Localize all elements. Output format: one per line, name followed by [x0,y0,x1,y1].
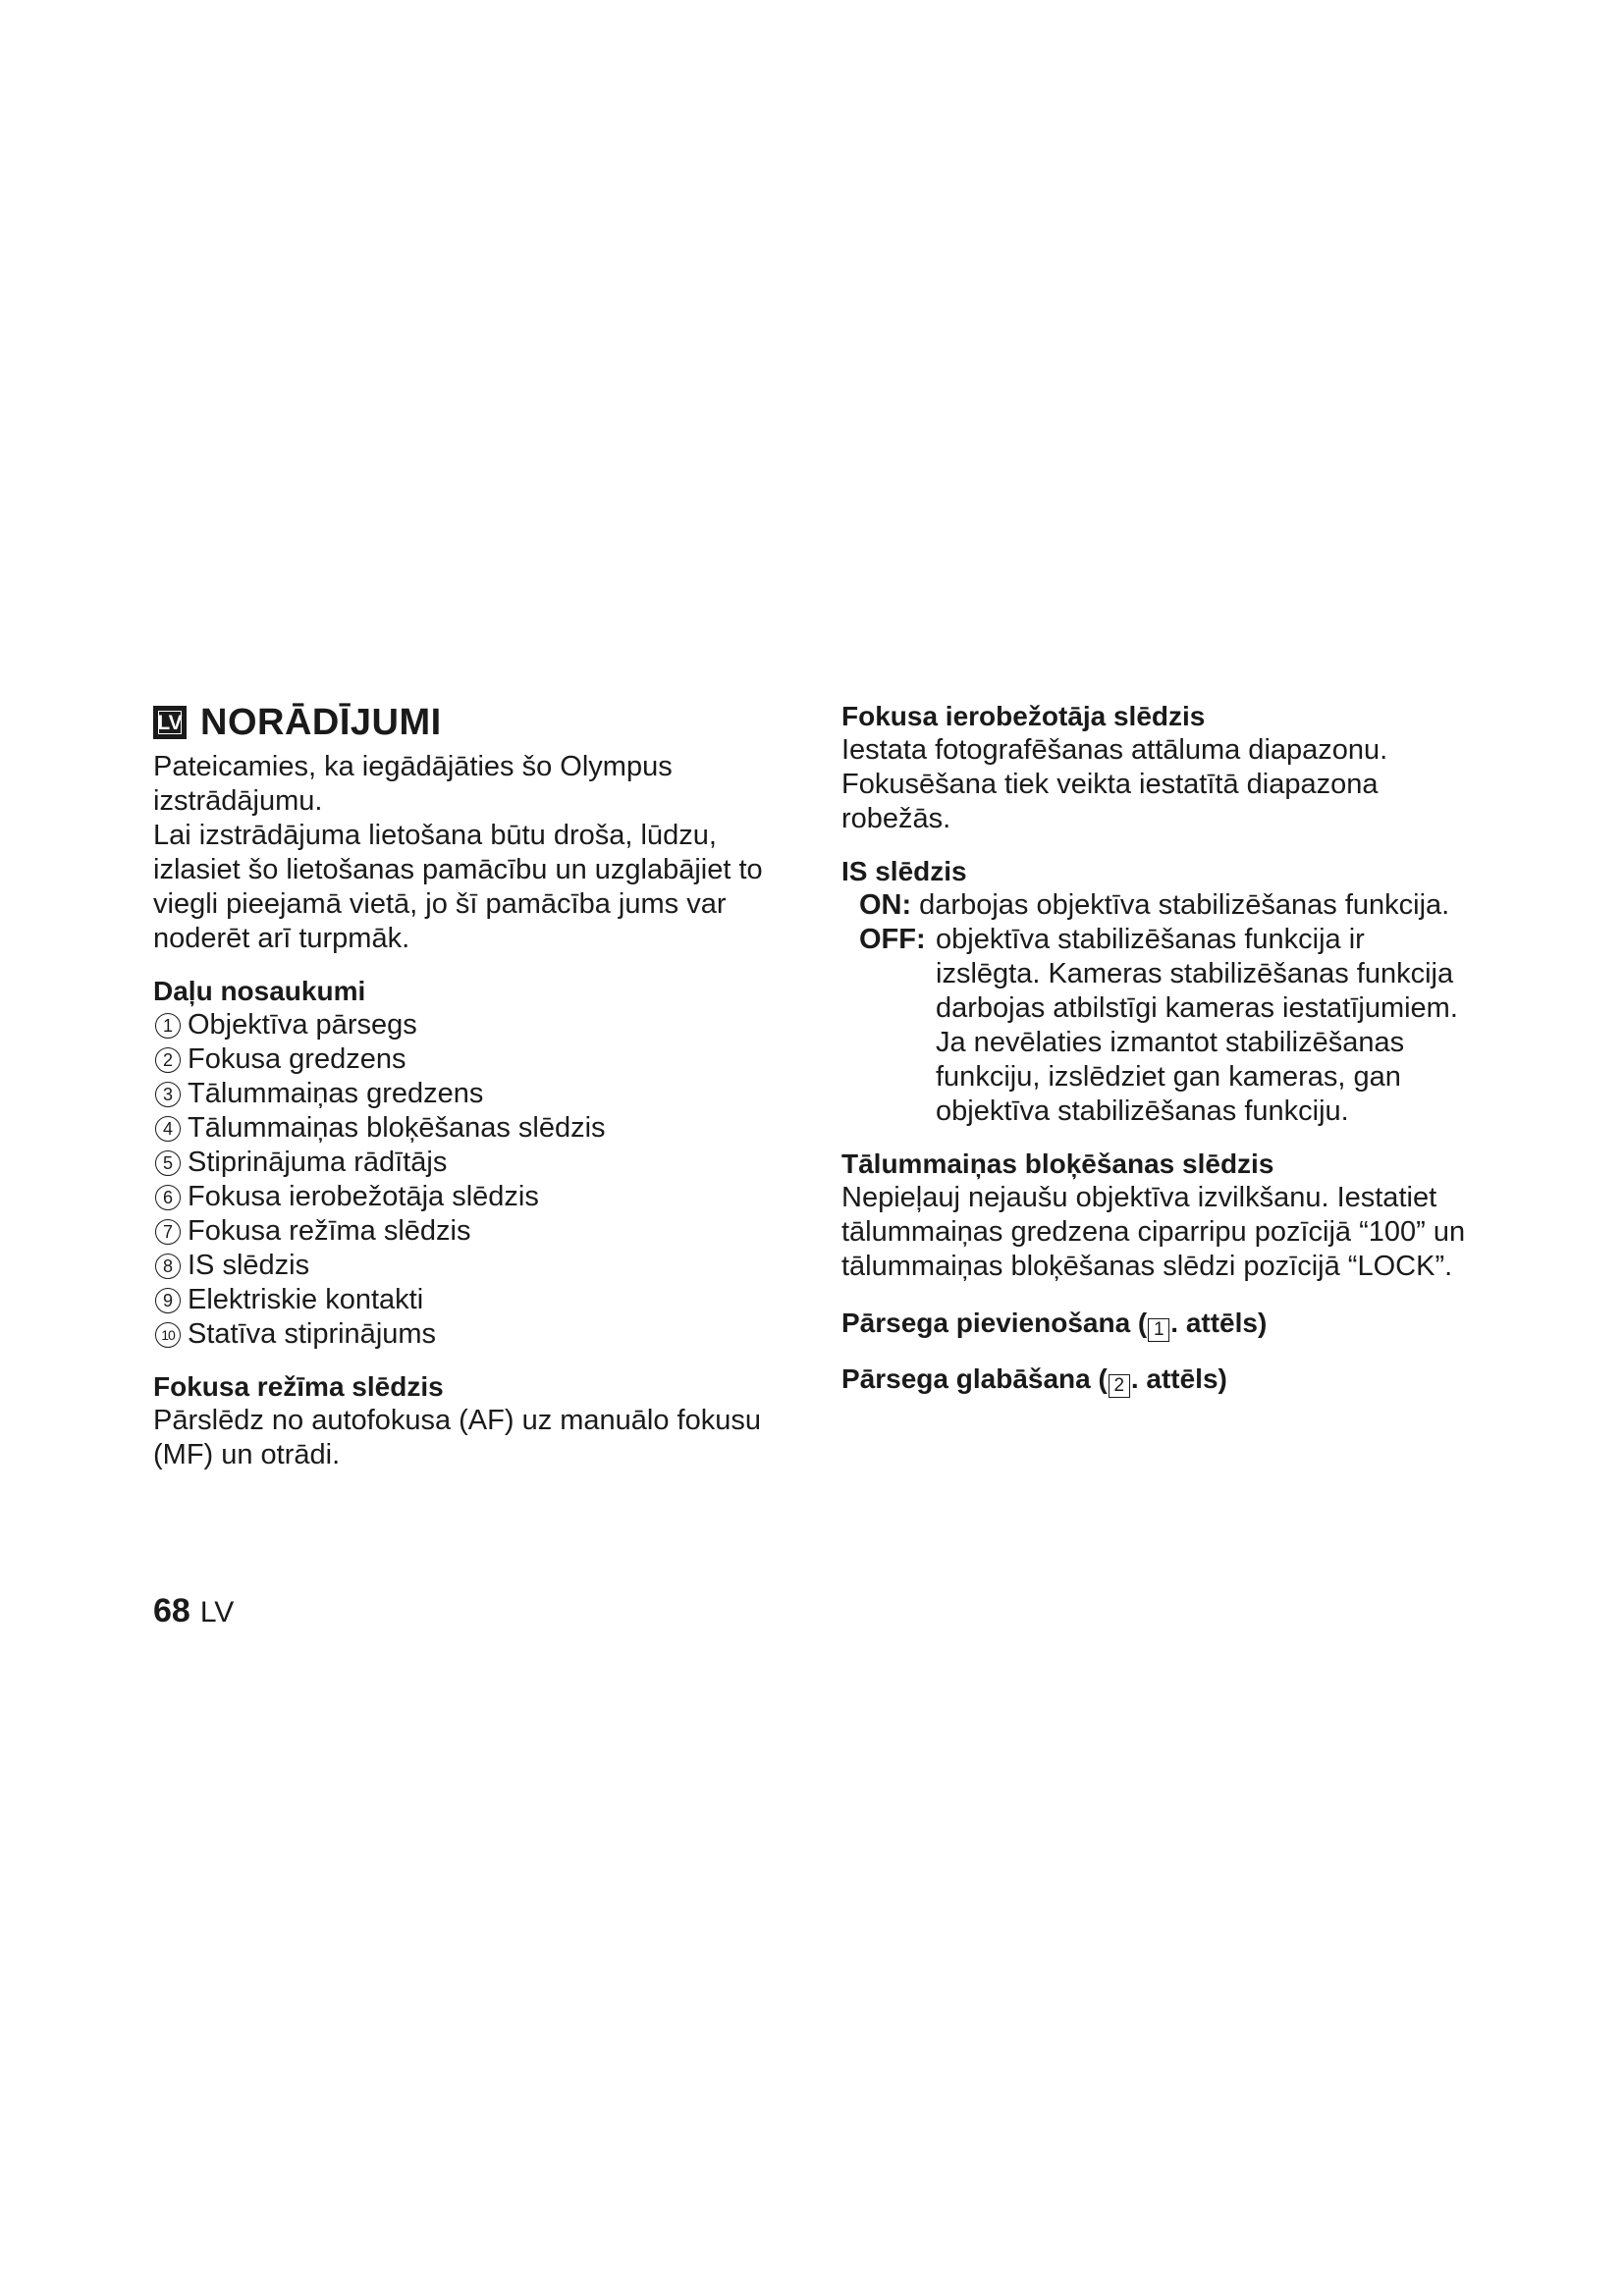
language-badge-icon: LV [153,706,187,739]
part-label: IS slēdzis [188,1250,310,1281]
circled-number-icon: 1 [155,1013,181,1039]
figure-number-box-icon: 2 [1109,1374,1130,1398]
cap-storage-heading [841,1362,1489,1398]
circled-number-icon: 9 [155,1288,181,1313]
is-switch-heading: IS slēdzis [841,856,967,886]
zoom-lock-heading: Tālummaiņas bloķēšanas slēdzis [841,1148,1274,1179]
is-off-row [841,923,1489,957]
part-label: Tālummaiņas gredzens [188,1078,484,1109]
circled-number-icon: 7 [155,1219,181,1245]
intro-paragraph-2: Lai izstrādājuma lietošana būtu droša, lūdzu, izlasiet šo lietošanas pamācību un uzglabājiet to viegli pieejamā vietā, jo šī pamācība jums var noderēt arī turpmāk. [153,820,763,954]
parts-heading: Daļu nosaukumi [153,976,366,1006]
page-language: LV [199,1596,235,1629]
cap-attach-label-end: . attēls) [1170,1308,1268,1338]
zoom-lock-text: Nepieļauj nejaušu objektīva izvilkšanu. Iestatiet tālummaiņas gredzena ciparripu pozīcijā “100” un tālummaiņas bloķēšanas slēdzi pozīcijā “LOCK”. [841,1182,1466,1282]
list-item [153,1077,791,1111]
cap-storage-label-end: . attēls) [1130,1363,1227,1394]
cap-attach-label: Pārsega pievienošana ( [841,1308,1148,1338]
list-item [153,1180,791,1214]
circled-number-icon: 4 [155,1116,181,1142]
list-item [153,1008,791,1042]
part-label: Objektīva pārsegs [188,1009,417,1041]
circled-number-icon: 5 [155,1150,181,1176]
circled-number-icon: 6 [155,1185,181,1210]
focus-mode-heading: Fokusa režīma slēdzis [153,1371,444,1402]
focus-mode-text: Pārslēdz no autofokusa (AF) uz manuālo fokusu (MF) un otrādi. [153,1405,761,1470]
right-column [841,699,1489,1398]
is-on-row [841,888,1489,923]
is-off-text-continued: izslēgta. Kameras stabilizēšanas funkcija darbojas atbilstīgi kameras iestatījumiem. Ja nevēlaties izmantot stabilizēšanas funkciju, izslēdziet gan kameras, gan objektīva stabilizēšanas funkciju. [936,958,1458,1127]
list-item [153,1249,791,1283]
part-label: Fokusa ierobežotāja slēdzis [188,1181,539,1212]
is-on-text: darbojas objektīva stabilizēšanas funkcija. [919,889,1450,921]
page-number: 68 [153,1592,190,1629]
cap-attach-heading [841,1306,1489,1342]
circled-number-icon: 10 [155,1322,181,1348]
page-title: NORĀDĪJUMI [200,701,442,743]
list-item [153,1146,791,1180]
is-off-key: OFF: [859,924,926,955]
focus-limiter-heading: Fokusa ierobežotāja slēdzis [841,701,1206,731]
figure-number-box-icon: 1 [1148,1318,1169,1342]
list-item [153,1042,791,1077]
focus-limiter-text: Iestata fotografēšanas attāluma diapazonu. Fokusēšana tiek veikta iestatītā diapazona robežās. [841,734,1388,834]
parts-list [153,1008,791,1352]
is-off-text: objektīva stabilizēšanas funkcija ir [936,924,1365,955]
part-label: Fokusa režīma slēdzis [188,1215,471,1247]
intro-paragraph-1: Pateicamies, ka iegādājāties šo Olympus izstrādājumu. [153,751,673,817]
cap-storage-label: Pārsega glabāšana ( [841,1363,1108,1394]
part-label: Fokusa gredzens [188,1043,406,1075]
circled-number-icon: 2 [155,1047,181,1073]
part-label: Statīva stiprinājums [188,1318,437,1350]
page-footer [153,1592,234,1630]
list-item [153,1283,791,1317]
list-item [153,1214,791,1249]
part-label: Tālummaiņas bloķēšanas slēdzis [188,1112,606,1144]
left-column [153,699,791,1472]
list-item [153,1111,791,1146]
list-item [153,1317,791,1352]
section-title-row [153,699,791,746]
part-label: Stiprinājuma rādītājs [188,1147,448,1178]
circled-number-icon: 3 [155,1082,181,1107]
part-label: Elektriskie kontakti [188,1284,424,1315]
circled-number-icon: 8 [155,1254,181,1279]
is-on-key: ON: [859,889,912,921]
